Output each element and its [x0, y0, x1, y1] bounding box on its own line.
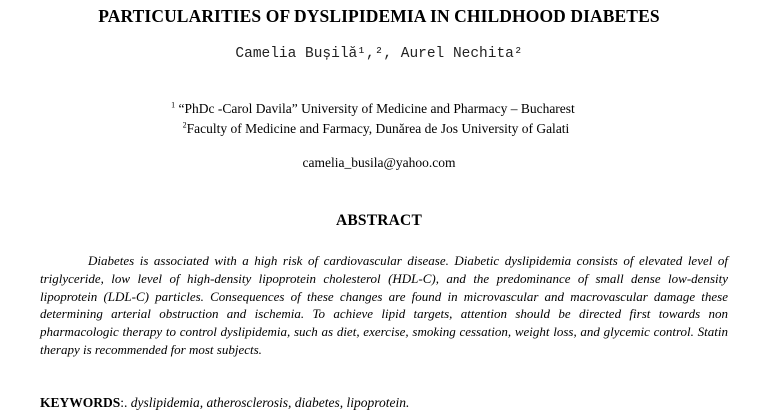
author-list: Camelia Bușilă¹,², Aurel Nechita²	[235, 46, 523, 62]
keywords-line	[40, 395, 409, 411]
abstract-body: Diabetes is associated with a high risk of cardiovascular disease. Diabetic dyslipidemia consists of elevated level of triglyceride, low level of high-density lipoprotein cholesterol (HDL-C), and the predominance of small dense low-density lipoprotein (LDL-C) particles. Consequences of these changes are found in microvascular and macrovascular damage these determining arterial obstruction and ischemia. To achieve lipid targets, attention should be directed first towards non pharmacologic therapy to control dyslipidemia, such as diet, exercise, smoking cessation, weight loss, and glycemic control. Statin therapy is recommended for most subjects.	[40, 253, 728, 357]
affiliation-2	[0, 121, 755, 137]
paper-title: PARTICULARITIES OF DYSLIPIDEMIA IN CHILDHOOD DIABETES	[98, 6, 660, 26]
affiliation-2-text: Faculty of Medicine and Farmacy, Dunărea de Jos University of Galati	[186, 121, 570, 136]
keywords-separator: :.	[120, 395, 128, 410]
affiliation-1-marker: 1	[171, 100, 176, 110]
affiliation-1	[0, 101, 752, 117]
abstract-heading: ABSTRACT	[335, 212, 422, 229]
keywords-label: KEYWORDS	[40, 395, 121, 410]
keywords-text: dyslipidemia, atherosclerosis, diabetes, lipoprotein.	[130, 395, 410, 410]
affiliation-1-text: “PhDc -Carol Davila” University of Medicine and Pharmacy – Bucharest	[178, 101, 575, 116]
affiliation-2-marker: 2	[182, 120, 187, 130]
author-email: camelia_busila@yahoo.com	[302, 155, 456, 170]
